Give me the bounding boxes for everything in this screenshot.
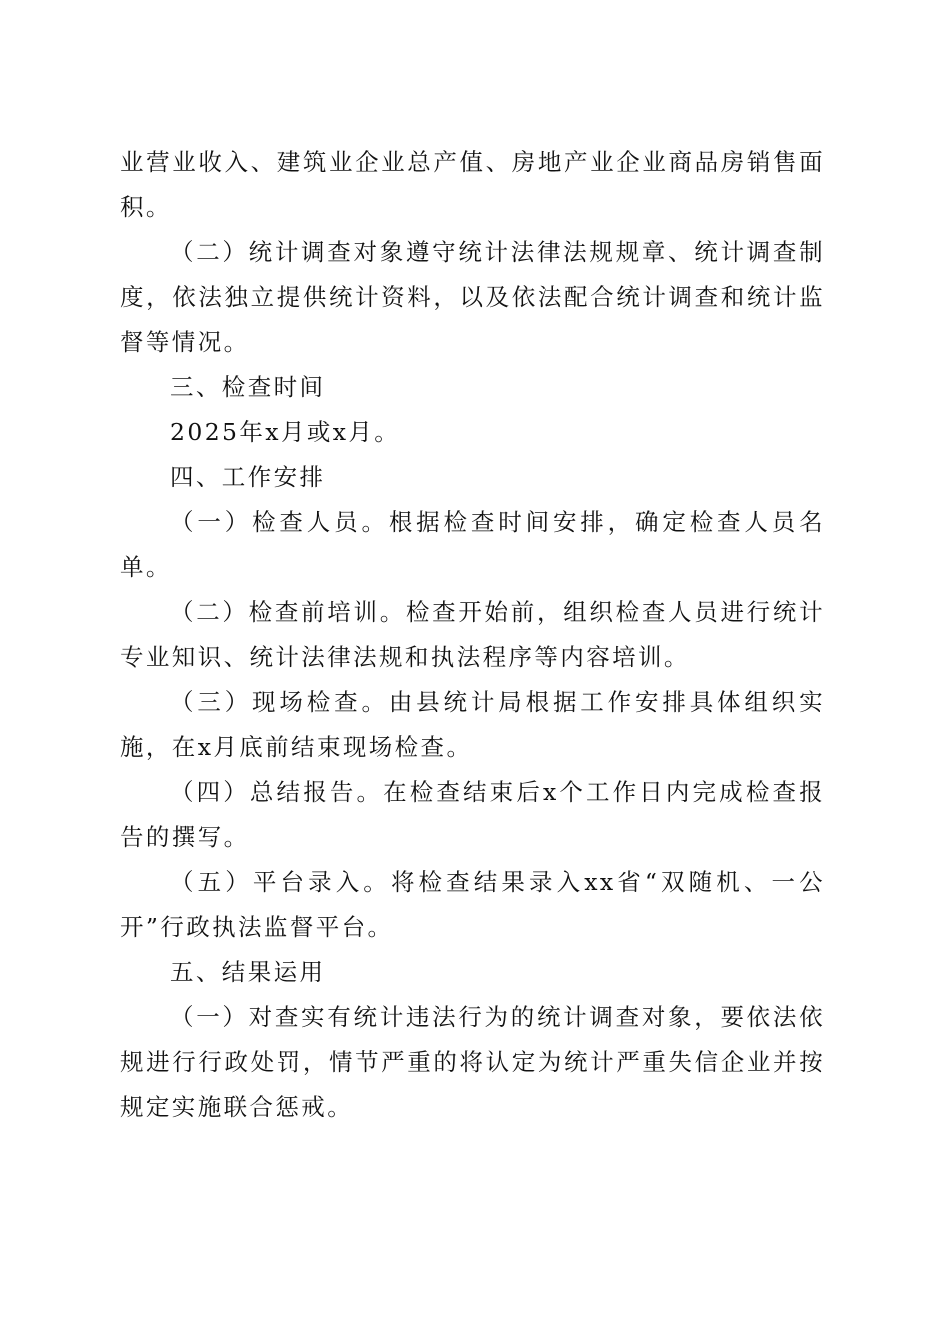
paragraph-lead: （二）检查前培训。 bbox=[170, 598, 406, 626]
paragraph-lead: （三）现场检查。 bbox=[170, 688, 389, 716]
section-heading-inspection-time: 三、检查时间 bbox=[170, 373, 326, 401]
paragraph-lead: （四）总结报告。 bbox=[170, 778, 384, 806]
paragraph-inspection-time: 2025年x月或x月。 bbox=[170, 418, 401, 446]
paragraph-summary-report bbox=[120, 770, 825, 860]
paragraph-text: 由县统计局根据工作安排具体组织实施，在x月底前结束现场检查。 bbox=[120, 688, 826, 761]
section-heading-work-arrangement: 四、工作安排 bbox=[170, 463, 326, 491]
paragraph-text: 根据检查时间安排，确定检查人员名单。 bbox=[120, 508, 826, 581]
paragraph-text: 在检查结束后x个工作日内完成检查报告的撰写。 bbox=[120, 778, 826, 851]
paragraph-pre-training bbox=[120, 590, 825, 680]
paragraph-inspectors bbox=[120, 500, 825, 590]
paragraph-lead: （五）平台录入。 bbox=[170, 868, 391, 896]
section-heading-result-use: 五、结果运用 bbox=[170, 958, 326, 986]
paragraph-item-2: （二）统计调查对象遵守统计法律法规规章、统计调查制度，依法独立提供统计资料，以及依法配合统计调查和统计监督等情况。 bbox=[120, 238, 825, 356]
paragraph-lead: （一）检查人员。 bbox=[170, 508, 389, 536]
document-body bbox=[120, 140, 825, 1130]
paragraph-continuation: 业营业收入、建筑业企业总产值、房地产业企业商品房销售面积。 bbox=[120, 148, 825, 221]
paragraph-platform-entry bbox=[120, 860, 825, 950]
paragraph-text: 将检查结果录入xx省“双随机、一公开”行政执法监督平台。 bbox=[120, 868, 825, 941]
paragraph-result-use-1: （一）对查实有统计违法行为的统计调查对象，要依法依规进行行政处罚，情节严重的将认定为统计严重失信企业并按规定实施联合惩戒。 bbox=[120, 1003, 825, 1121]
paragraph-text: 检查开始前，组织检查人员进行统计专业知识、统计法律法规和执法程序等内容培训。 bbox=[120, 598, 825, 671]
paragraph-onsite-inspection bbox=[120, 680, 825, 770]
